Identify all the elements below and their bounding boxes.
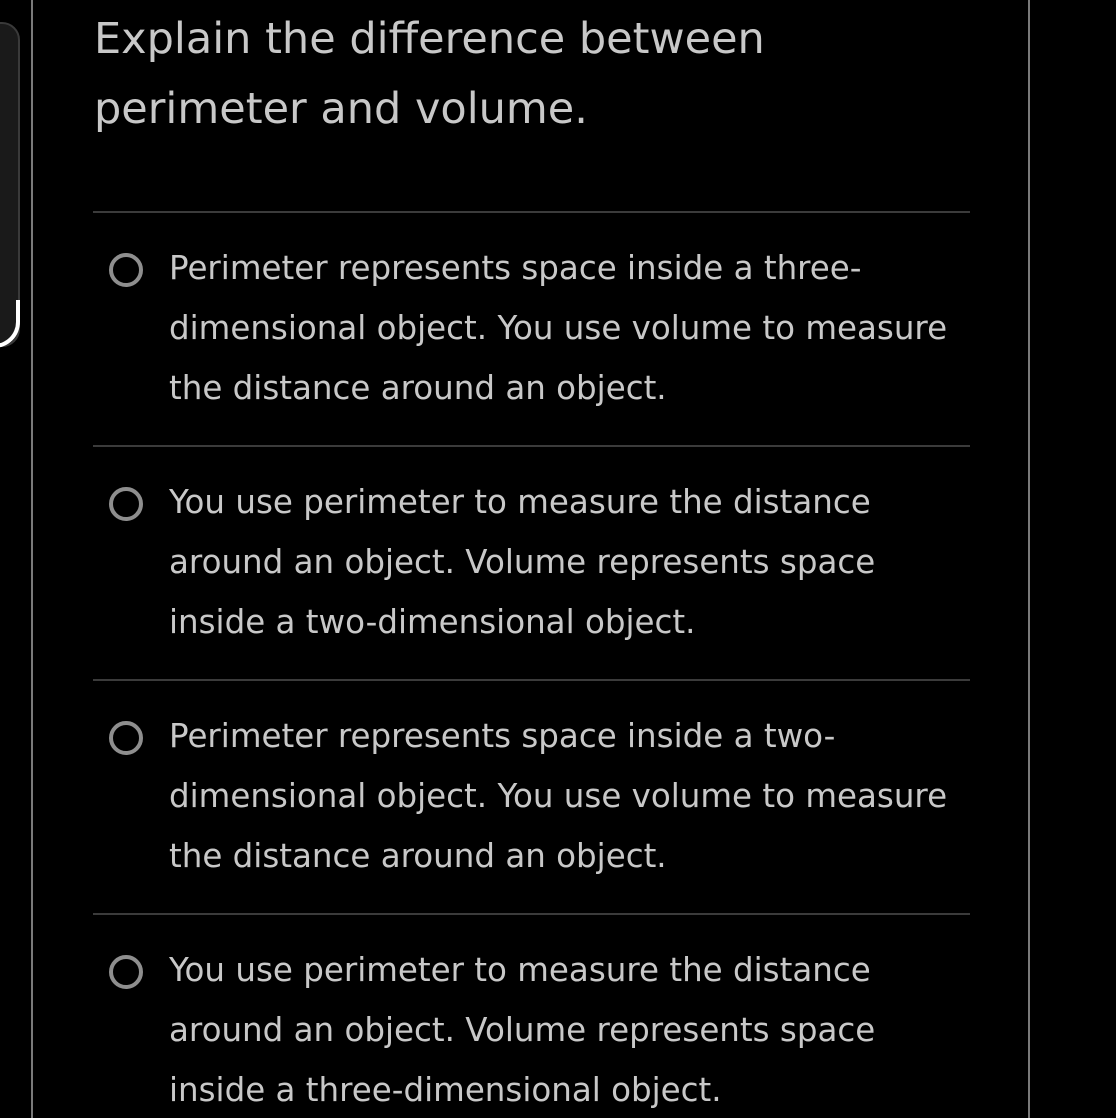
answer-choice-label[interactable]: Perimeter represents space inside a three-dimensional object. You use volume to measure the distance around an object.	[169, 249, 948, 407]
answer-choices	[93, 211, 970, 1118]
question-text: Explain the difference between perimeter and volume.	[94, 14, 765, 134]
radio-button-icon[interactable]	[109, 955, 143, 989]
radio-button-icon[interactable]	[109, 487, 143, 521]
side-drawer-tab[interactable]	[0, 22, 20, 347]
answer-choice-1[interactable]	[93, 211, 970, 445]
answer-choice-label[interactable]: You use perimeter to measure the distance around an object. Volume represents space inside a two-dimensional object.	[169, 483, 876, 641]
radio-button-icon[interactable]	[109, 721, 143, 755]
answer-choice-label[interactable]: Perimeter represents space inside a two-dimensional object. You use volume to measure the distance around an object.	[169, 717, 948, 875]
radio-button-icon[interactable]	[109, 253, 143, 287]
answer-choice-3[interactable]	[93, 679, 970, 913]
answer-choice-label[interactable]: You use perimeter to measure the distance around an object. Volume represents space inside a three-dimensional object.	[169, 951, 876, 1109]
answer-choice-2[interactable]	[93, 445, 970, 679]
answer-choice-4[interactable]	[93, 913, 970, 1118]
side-drawer-edge	[0, 300, 20, 348]
